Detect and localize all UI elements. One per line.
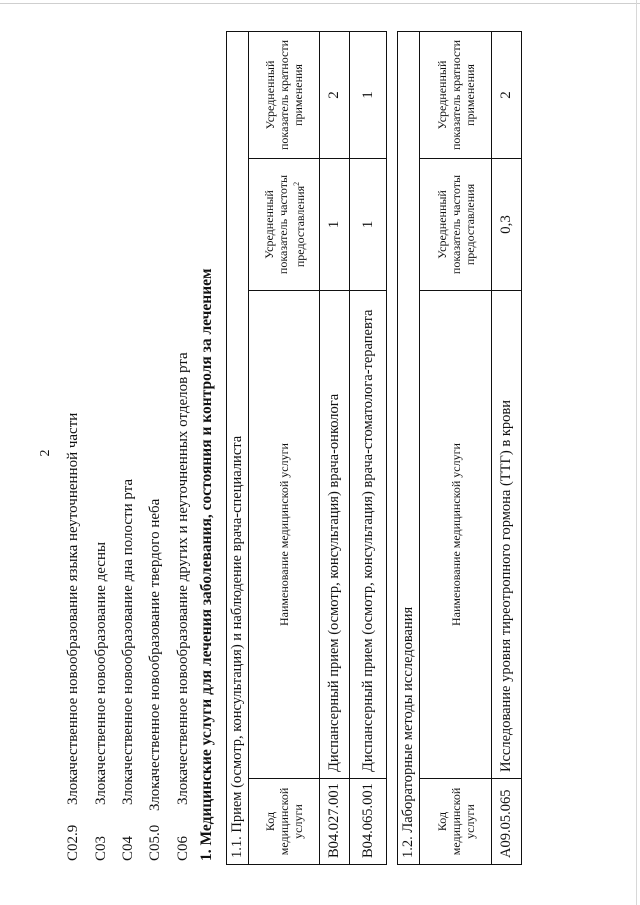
table-row: [320, 31, 350, 864]
table-caption-row: [398, 31, 420, 864]
frequency-value: 1: [350, 159, 387, 291]
table-caption: 1.1. Прием (осмотр, консультация) и наблюдение врача-специалиста: [227, 31, 249, 864]
diagnosis-item: [92, 542, 110, 861]
services-table-laboratory: [397, 31, 522, 865]
column-header-frequency: Усредненный показатель частоты предоставления: [420, 159, 492, 291]
diagnosis-name: Злокачественное новообразование твердого неба: [147, 498, 163, 811]
table-row: [492, 31, 522, 864]
services-table-consultations: [226, 31, 387, 865]
multiplicity-value: 2: [492, 31, 522, 158]
service-code: A09.05.065: [492, 779, 522, 865]
column-header-multiplicity: Усредненный показатель кратности применения: [420, 31, 492, 158]
diagnosis-item: [146, 499, 164, 861]
table-header-row: [249, 31, 320, 864]
diagnosis-code: C06: [175, 835, 191, 861]
frequency-value: 1: [320, 159, 350, 291]
column-header-code: Код медицинской услуги: [420, 779, 492, 865]
column-header-name: Наименование медицинской услуги: [420, 291, 492, 779]
table-row: [350, 31, 387, 864]
column-header-frequency: [249, 159, 320, 291]
diagnosis-item: [119, 479, 137, 861]
diagnosis-name: Злокачественное новообразование десны: [93, 541, 109, 805]
frequency-value: 0,3: [492, 159, 522, 291]
footnote-marker: 2: [291, 181, 301, 186]
diagnosis-code: C02.9: [65, 824, 81, 861]
multiplicity-value: 1: [350, 31, 387, 158]
column-header-multiplicity: Усредненный показатель кратности применения: [249, 31, 320, 158]
diagnosis-item: [64, 413, 82, 861]
diagnosis-name: Злокачественное новообразование дна полости рта: [120, 478, 136, 805]
table-caption-row: [227, 31, 249, 864]
multiplicity-value: 2: [320, 31, 350, 158]
service-name: Диспансерный прием (осмотр, консультация) врача-онколога: [320, 291, 350, 779]
column-header-code: Код медицинской услуги: [249, 779, 320, 865]
diagnosis-code: C03: [93, 835, 109, 861]
page-number: 2: [38, 449, 53, 457]
section-heading: 1. Медицинские услуги для лечения заболевания, состояния и контроля за лечением: [198, 268, 215, 861]
service-code: B04.065.001: [350, 779, 387, 865]
diagnosis-code: C05.0: [147, 824, 163, 861]
diagnosis-name: Злокачественное новообразование языка неуточненной части: [65, 412, 81, 805]
service-name: Исследование уровня тиреотропного гормона (ТТГ) в крови: [492, 291, 522, 779]
frequency-header-text: Усредненный показатель частоты предоставления: [261, 174, 307, 275]
service-name: Диспансерный прием (осмотр, консультация) врача-стоматолога-терапевта: [350, 291, 387, 779]
table-header-row: [420, 31, 492, 864]
diagnosis-code: C04: [120, 835, 136, 861]
column-header-name: Наименование медицинской услуги: [249, 291, 320, 779]
diagnosis-item: [174, 352, 192, 861]
table-caption: 1.2. Лабораторные методы исследования: [398, 31, 420, 864]
diagnosis-name: Злокачественное новообразование других и неуточненных отделов рта: [175, 352, 191, 805]
service-code: B04.027.001: [320, 779, 350, 865]
